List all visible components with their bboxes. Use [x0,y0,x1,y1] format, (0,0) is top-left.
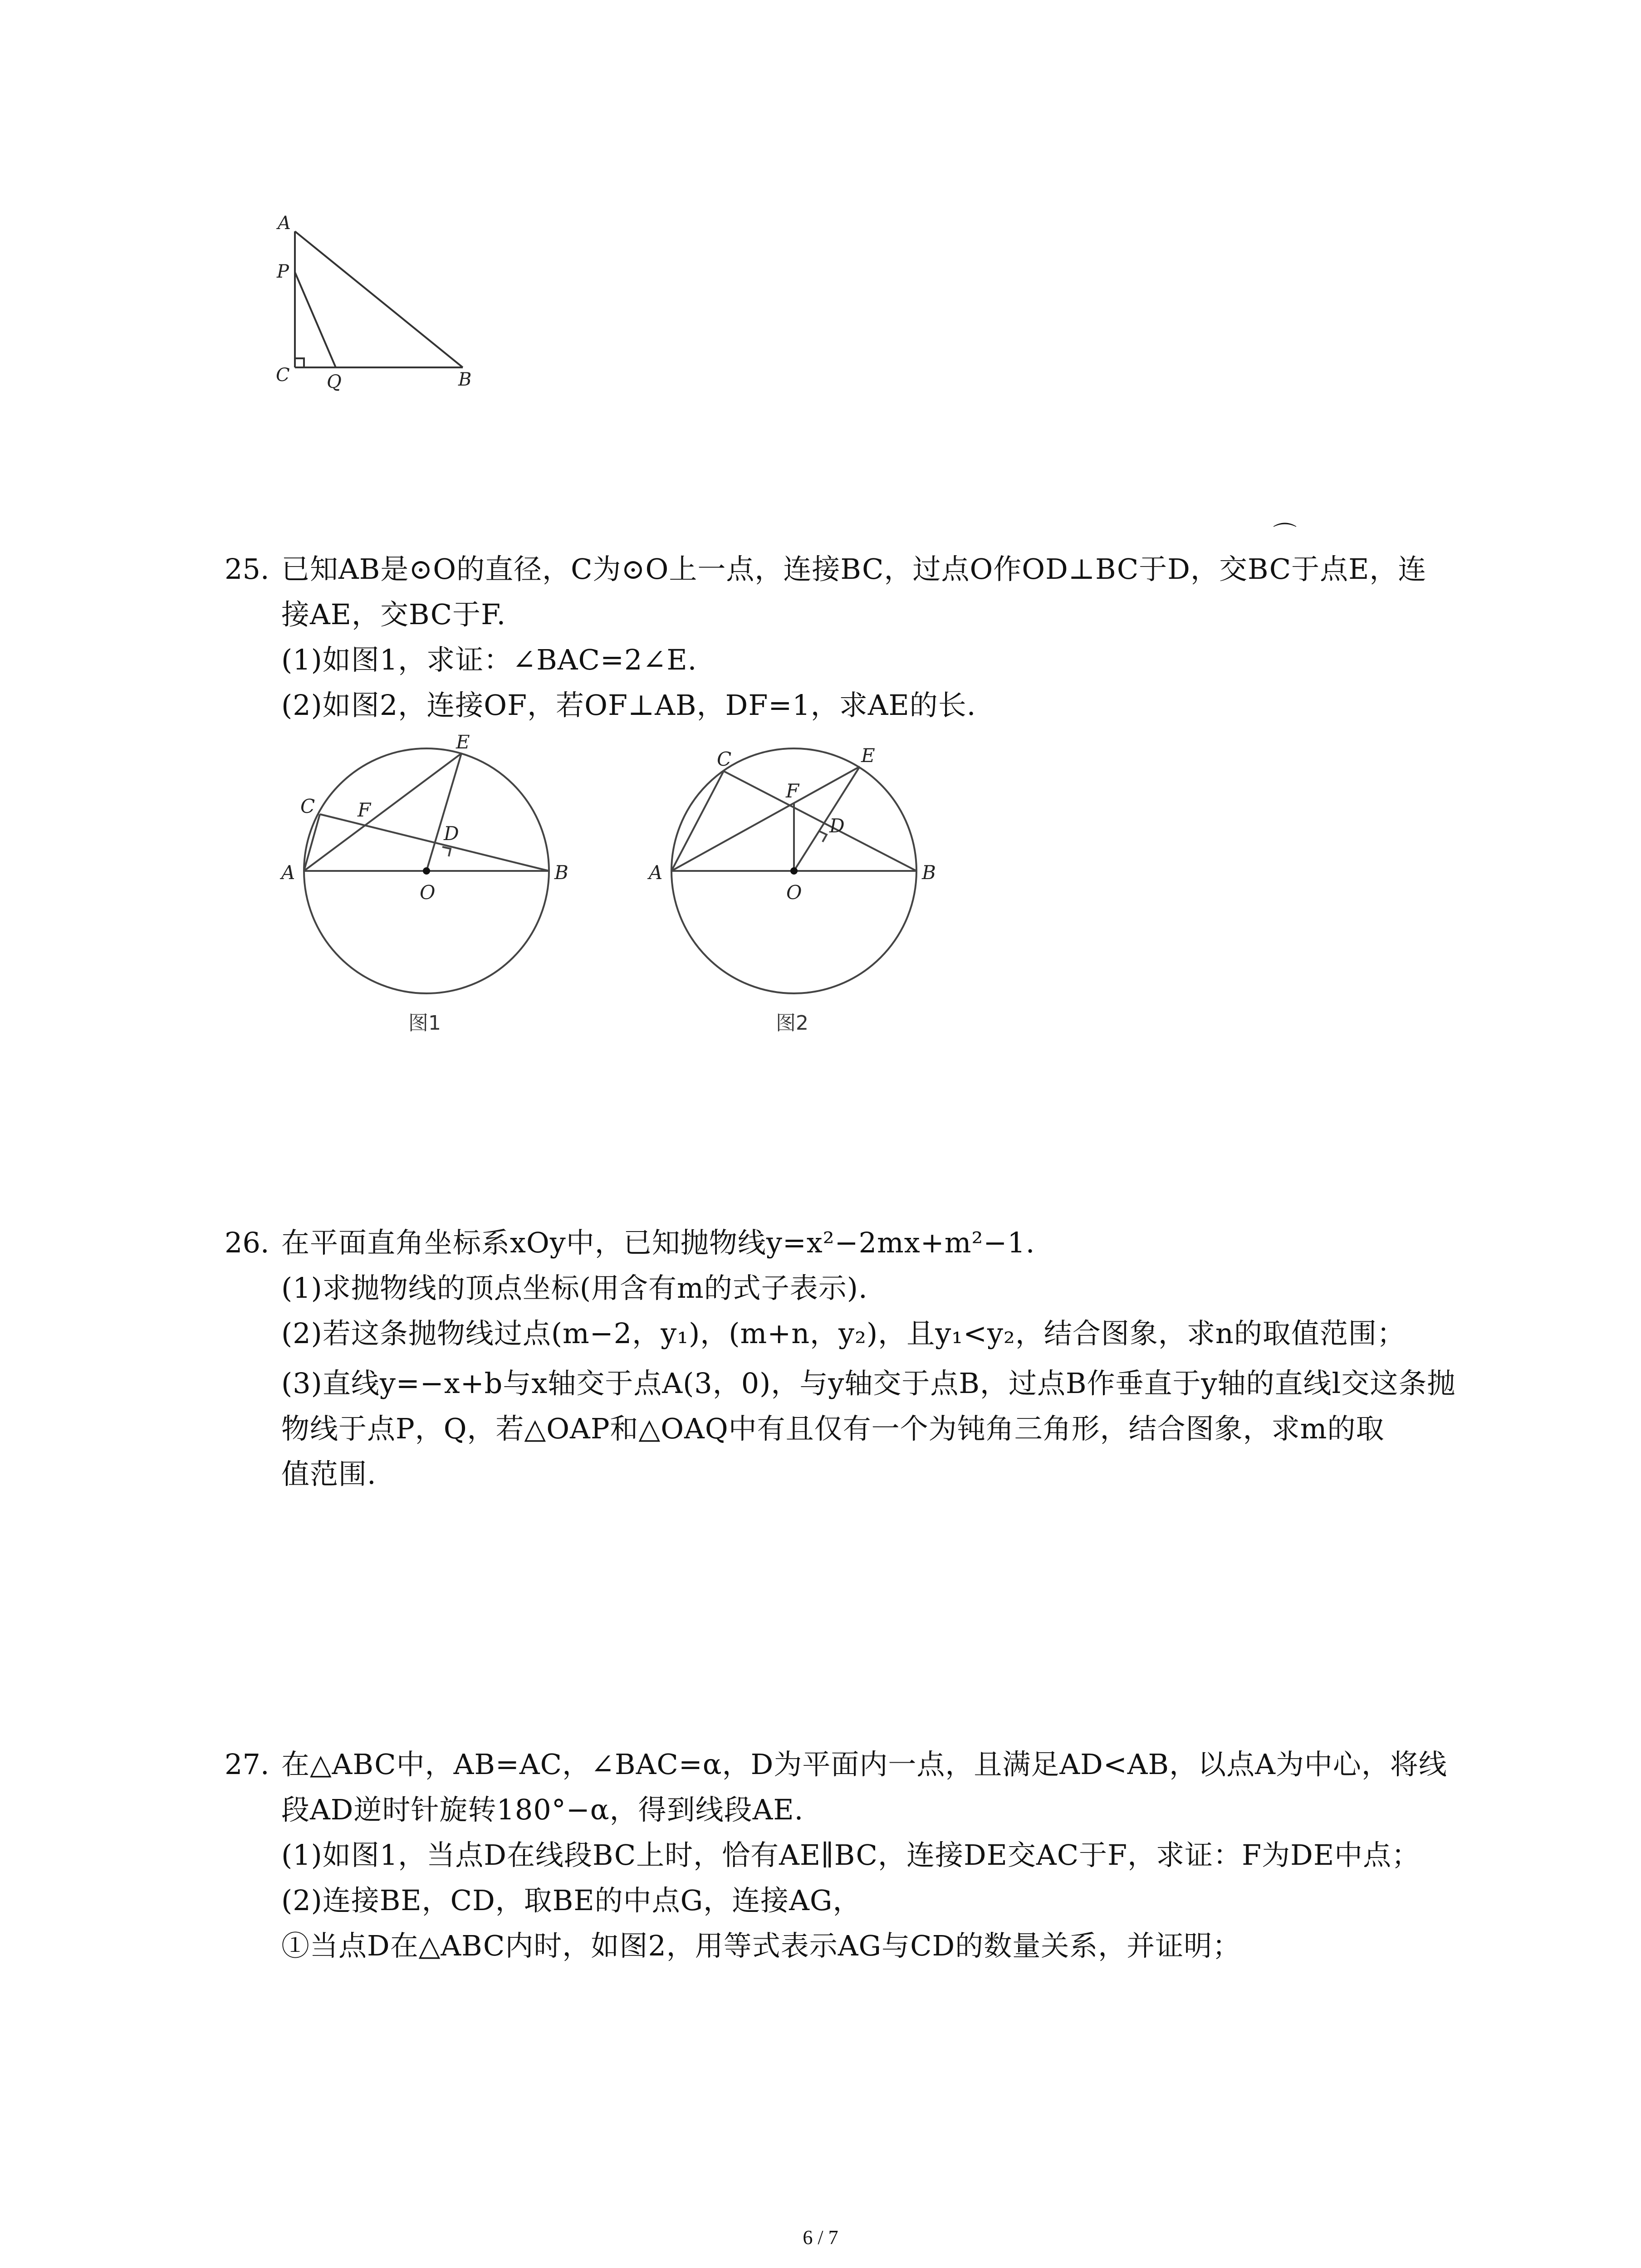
figure-1-caption: 图1 [408,1012,441,1035]
question-25-line-2: 接AE，交BC于F. [281,598,506,631]
label-o: O [420,881,436,904]
question-26-part-3-line-1: (3)直线y=−x+b与x轴交于点A(3，0)，与y轴交于点B，过点B作垂直于y轴的直线l交这条抛 [281,1367,1456,1400]
question-26-number: 26. [225,1226,269,1259]
circle-figure-2 [644,735,989,1061]
question-26-part-3-line-2: 物线于点P，Q，若△OAP和△OAQ中有且仅有一个为钝角三角形，结合图象，求m的取 [281,1412,1385,1445]
question-27-line-2: 段AD逆时针旋转180°−α，得到线段AE. [281,1793,804,1826]
arc-mark: ⌒ [1273,522,1297,549]
chord-cb [724,771,916,871]
question-26-part-3-line-3: 值范围. [281,1457,377,1491]
label-a: A [649,861,663,884]
label-a: A [281,861,295,884]
label-a: A [278,213,291,234]
label-p: P [277,261,289,282]
center-dot [423,867,430,875]
label-f: F [358,799,371,821]
triangle-figure [254,209,508,399]
segment-oe [794,767,860,871]
question-27-part-2-sub-1: ①当点D在△ABC内时，如图2，用等式表示AG与CD的数量关系，并证明； [281,1929,1241,1962]
label-f: F [786,780,799,802]
question-26-line-1: 在平面直角坐标系xOy中，已知抛物线y=x²−2mx+m²−1. [281,1226,1035,1259]
figure-2-caption: 图2 [776,1012,808,1035]
label-e: E [456,735,470,753]
page-number: 6 / 7 [803,2226,838,2248]
label-o: O [786,881,802,904]
question-25-part-2: (2)如图2，连接OF，若OF⊥AB，DF=1，求AE的长. [281,689,976,722]
question-27-part-2: (2)连接BE，CD，取BE的中点G，连接AG， [281,1884,862,1917]
right-angle-mark [442,847,451,856]
label-c: C [276,365,290,386]
label-b: B [554,861,568,884]
question-26-part-1: (1)求抛物线的顶点坐标(用含有m的式子表示). [281,1271,868,1305]
segment-pq [295,272,336,367]
label-c: C [300,795,315,817]
question-26-part-2: (2)若这条抛物线过点(m−2，y₁)，(m+n，y₂)，且y₁<y₂，结合图象，求n的取值范围； [281,1317,1406,1350]
question-25-part-1: (1)如图1，求证：∠BAC=2∠E. [281,643,697,676]
center-dot [790,867,798,875]
question-27-part-1: (1)如图1，当点D在线段BC上时，恰有AE∥BC，连接DE交AC于F，求证：F为DE中点； [281,1838,1421,1872]
question-25-line-1: 已知AB是⊙O的直径，C为⊙O上一点，连接BC，过点O作OD⊥BC于D，交BC于点E，连 [281,552,1427,586]
right-angle-mark [819,831,827,842]
chord-ac [304,814,320,871]
question-25-number: 25. [225,552,269,586]
label-b: B [922,861,936,884]
label-d: D [829,815,845,837]
label-e: E [861,744,875,767]
circle-figure-1 [272,735,617,1061]
chord-ae [304,753,461,871]
question-27-line-1: 在△ABC中，AB=AC，∠BAC=α，D为平面内一点，且满足AD<AB，以点A为中心，将线 [281,1748,1447,1781]
label-b: B [458,369,472,390]
right-angle-mark [295,358,304,367]
segment-oe [426,753,461,871]
question-27-number: 27. [225,1748,269,1781]
label-d: D [444,822,459,845]
label-c: C [717,748,732,770]
segment-ab [295,231,463,367]
label-q: Q [327,371,342,392]
